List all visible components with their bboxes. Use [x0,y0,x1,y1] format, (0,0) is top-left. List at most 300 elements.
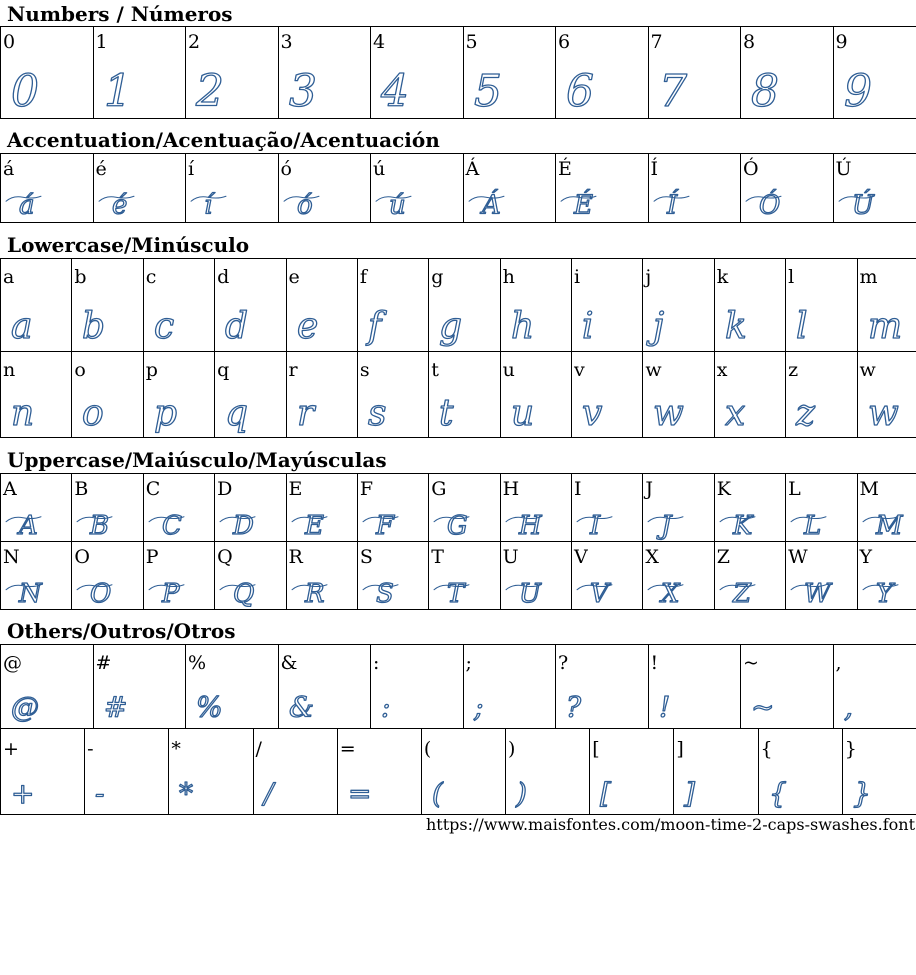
character-label: l [788,266,795,288]
svg-text:Í: Í [666,190,677,221]
glyph-cell [93,645,186,729]
font-sample-glyph [506,729,589,814]
svg-text:N: N [19,578,42,609]
character-label: A [3,478,17,500]
character-label: ! [650,652,659,674]
character-label: * [171,738,181,760]
svg-text:g: g [439,306,463,348]
glyph-cell [429,474,500,542]
glyph-cell [371,154,464,223]
svg-text:-: - [95,776,105,810]
character-label: Á [465,158,480,180]
glyph-cell [286,259,357,352]
svg-text:Ú: Ú [851,190,874,221]
glyph-cell [72,474,143,542]
character-label: X [645,546,659,568]
glyph-cell [842,729,916,815]
font-sample-glyph [643,259,713,351]
glyph-cell [143,474,214,542]
svg-text:S: S [375,578,394,609]
glyph-cell [93,154,186,223]
svg-text:M: M [875,510,903,541]
svg-text:l: l [796,306,808,348]
glyph-cell [857,474,916,542]
glyph-cell [506,729,590,815]
svg-text:Y: Y [875,578,893,609]
svg-text:V: V [590,578,609,609]
glyph-cell [648,27,741,119]
glyph-row [1,729,916,815]
glyph-cell [857,352,916,438]
character-label: B [74,478,89,500]
glyph-cell [1,729,85,815]
glyph-cell [169,729,253,815]
svg-text:h: h [510,306,534,348]
svg-text:@: @ [11,690,39,724]
character-label: 8 [743,31,756,53]
glyph-cell [648,154,741,223]
svg-text:1: 1 [103,66,132,118]
glyph-cell [741,645,834,729]
character-label: d [217,266,230,288]
character-label: , [835,652,842,674]
font-sample-glyph [464,645,556,728]
glyph-cell [215,259,286,352]
svg-text:?: ? [566,690,582,724]
glyph-row [1,259,916,352]
character-label: 2 [188,31,201,53]
glyph-cell [463,154,556,223]
glyph-cell [556,27,649,119]
svg-text:ó: ó [296,190,313,221]
glyph-cell [72,259,143,352]
character-label: N [3,546,20,568]
character-label: ? [558,652,569,674]
glyph-cell [643,474,714,542]
svg-text:#: # [103,690,127,724]
character-label: w [859,359,876,381]
svg-text:5: 5 [473,66,502,118]
character-label: Q [217,546,233,568]
font-sample-glyph [649,645,741,728]
character-label: C [145,478,161,500]
font-sample-glyph [254,729,337,814]
glyph-cell [556,154,649,223]
svg-text:w: w [867,393,899,435]
svg-text:á: á [19,190,35,221]
svg-text:k: k [724,306,747,348]
character-label: ] [676,738,684,760]
character-label: 0 [3,31,16,53]
svg-text:B: B [90,510,110,541]
glyph-table [0,153,916,223]
svg-text:R: R [304,578,325,609]
font-sample-glyph [1,154,93,222]
character-label: r [288,359,298,381]
svg-text:b: b [82,306,106,348]
svg-text:d: d [225,306,249,348]
svg-text:n: n [11,393,35,435]
character-label: ó [280,158,292,180]
glyph-cell [357,542,428,610]
font-sample-glyph [643,474,713,541]
character-label: ( [423,738,432,760]
character-label: 9 [835,31,848,53]
svg-text:v: v [582,393,603,435]
character-label: M [859,478,879,500]
character-label: h [502,266,515,288]
character-label: % [188,652,207,674]
glyph-cell [85,729,169,815]
glyph-cell [143,542,214,610]
character-label: ) [508,738,516,760]
svg-text:!: ! [658,690,670,724]
character-label: j [645,266,652,288]
character-label: n [3,359,16,381]
character-label: w [645,359,662,381]
glyph-cell [337,729,421,815]
glyph-cell [758,729,842,815]
character-label: E [288,478,303,500]
glyph-cell [429,259,500,352]
glyph-cell [857,259,916,352]
character-label: p [145,359,158,381]
font-sample-glyph [572,474,642,541]
svg-text:8: 8 [751,66,779,118]
glyph-cell [186,645,279,729]
svg-text:D: D [233,510,254,541]
character-label: b [74,266,87,288]
glyph-cell [253,729,337,815]
svg-text:Q: Q [233,578,255,609]
character-label: / [255,738,262,760]
svg-text:,: , [843,690,853,724]
glyph-cell [215,542,286,610]
section-title: Lowercase/Minúsculo [7,233,250,257]
svg-text:r: r [296,393,314,435]
source-url[interactable]: https://www.maisfontes.com/moon-time-2-caps-swashes.font [425,815,915,834]
character-label: # [95,652,112,674]
svg-text:~: ~ [751,690,775,724]
svg-text:F: F [375,510,394,541]
glyph-row [1,352,916,438]
character-label: W [788,546,808,568]
svg-text:A: A [19,510,38,541]
font-sample-glyph [429,352,499,437]
svg-text:Z: Z [732,578,751,609]
character-label: + [3,738,19,760]
glyph-cell [572,474,643,542]
character-label: F [359,478,374,500]
glyph-row [1,27,916,119]
character-label: ú [373,158,386,180]
glyph-cell [500,352,571,438]
glyph-row [1,154,916,223]
font-sample-glyph [422,729,505,814]
character-label: c [145,266,157,288]
character-label: a [3,266,15,288]
svg-text:(: ( [431,776,443,810]
glyph-cell [421,729,505,815]
character-label: q [217,359,230,381]
glyph-cell [93,27,186,119]
svg-text:9: 9 [843,66,872,118]
glyph-cell [1,27,94,119]
svg-text:i: i [582,306,594,348]
character-label: á [3,158,15,180]
glyph-cell [371,27,464,119]
glyph-cell [590,729,674,815]
glyph-cell [714,542,785,610]
character-label: D [217,478,233,500]
character-label: 1 [95,31,108,53]
svg-text:É: É [574,190,593,221]
section-title: Others/Outros/Otros [7,619,236,643]
font-sample-glyph [186,154,278,222]
glyph-cell [72,542,143,610]
character-label: É [558,158,572,180]
glyph-cell [278,645,371,729]
svg-text:s: s [367,393,387,435]
svg-text:}: } [852,776,871,810]
glyph-cell [1,259,72,352]
glyph-table [0,26,916,119]
font-sample-glyph [279,154,371,222]
svg-text:x: x [724,393,746,435]
glyph-cell [786,474,857,542]
glyph-cell [286,474,357,542]
glyph-cell [1,352,72,438]
svg-text:a: a [11,306,33,348]
character-label: 7 [650,31,663,53]
glyph-cell [714,474,785,542]
character-label: z [788,359,799,381]
character-label: i [574,266,581,288]
svg-text:H: H [518,510,542,541]
glyph-cell [643,259,714,352]
svg-text:j: j [653,306,665,348]
glyph-row [1,474,916,542]
font-sample-glyph [94,154,186,222]
svg-text:6: 6 [566,66,594,118]
glyph-cell [278,154,371,223]
font-sample-glyph [590,729,673,814]
glyph-cell [357,352,428,438]
character-label: 4 [373,31,386,53]
glyph-table [0,258,916,438]
font-sample-glyph [169,729,252,814]
character-label: f [359,266,367,288]
svg-text:T: T [447,578,465,609]
character-label: 5 [465,31,478,53]
svg-text:Ó: Ó [759,190,781,221]
svg-text:e: e [296,306,318,348]
glyph-cell [786,352,857,438]
character-label: K [716,478,731,500]
glyph-cell [556,645,649,729]
character-label: 3 [280,31,293,53]
glyph-cell [572,259,643,352]
glyph-table [0,728,916,815]
glyph-cell [500,259,571,352]
svg-text:+: + [11,776,35,810]
svg-text:m: m [867,306,902,348]
svg-text:*: * [179,776,194,810]
glyph-cell [786,542,857,610]
glyph-cell [215,474,286,542]
character-label: { [760,738,773,760]
character-label: S [359,546,373,568]
svg-text:=: = [347,776,372,810]
character-label: s [359,359,370,381]
character-label: @ [3,652,22,674]
svg-text:%: % [196,690,223,724]
character-label: o [74,359,86,381]
character-label: k [716,266,729,288]
glyph-cell [714,259,785,352]
glyph-cell [1,154,94,223]
glyph-cell [674,729,758,815]
svg-text:P: P [161,578,180,609]
character-label: e [288,266,300,288]
svg-text::: : [381,690,391,724]
glyph-cell [143,259,214,352]
glyph-cell [286,352,357,438]
character-label: I [574,478,582,500]
svg-text:o: o [82,393,105,435]
svg-text:2: 2 [196,66,224,118]
svg-text:f: f [367,306,382,348]
character-label: v [574,359,585,381]
character-label: T [431,546,444,568]
character-label: R [288,546,303,568]
svg-text:L: L [804,510,822,541]
glyph-table [0,473,916,610]
character-label: x [716,359,728,381]
svg-text:w: w [653,393,685,435]
svg-text:/: / [263,776,273,810]
svg-text:U: U [518,578,541,609]
svg-text:J: J [661,510,672,541]
font-sample-glyph [371,645,463,728]
glyph-cell [215,352,286,438]
character-label: & [280,652,298,674]
svg-text:X: X [661,578,680,609]
svg-text:í: í [204,190,213,221]
font-sample-glyph [674,729,757,814]
character-label: U [502,546,519,568]
svg-text:G: G [447,510,469,541]
section-title: Accentuation/Acentuação/Acentuación [7,128,440,152]
character-label: V [574,546,588,568]
character-label: Ú [835,158,852,180]
glyph-cell [572,542,643,610]
character-label: H [502,478,520,500]
svg-text:7: 7 [658,66,687,118]
glyph-cell [429,352,500,438]
section-title: Uppercase/Maiúsculo/Mayúsculas [7,448,387,472]
glyph-cell [429,542,500,610]
svg-text:O: O [90,578,112,609]
character-label: Z [716,546,730,568]
glyph-cell [186,154,279,223]
character-label: g [431,266,444,288]
svg-text:]: ] [684,776,696,810]
character-label: G [431,478,447,500]
glyph-cell [286,542,357,610]
character-label: Ó [743,158,759,180]
svg-text:z: z [796,393,816,435]
svg-text:é: é [111,190,127,221]
svg-text:u: u [510,393,534,435]
svg-text:3: 3 [288,66,317,118]
svg-text:C: C [161,510,182,541]
character-label: [ [592,738,600,760]
character-label: 6 [558,31,571,53]
font-sample-glyph [786,259,856,351]
glyph-cell [357,474,428,542]
glyph-row [1,542,916,610]
glyph-cell [572,352,643,438]
glyph-cell [463,645,556,729]
character-label: - [87,738,94,760]
character-label: P [145,546,159,568]
glyph-row [1,645,916,729]
glyph-cell [1,474,72,542]
glyph-cell [833,645,916,729]
glyph-cell [786,259,857,352]
glyph-cell [500,542,571,610]
glyph-cell [648,645,741,729]
font-sample-glyph [358,259,428,351]
svg-text:I: I [590,510,601,541]
glyph-table [0,644,916,729]
svg-text:4: 4 [381,66,409,118]
glyph-cell [833,27,916,119]
glyph-cell [463,27,556,119]
character-label: ~ [743,652,759,674]
svg-text:K: K [732,510,753,541]
glyph-cell [643,352,714,438]
glyph-cell [278,27,371,119]
character-label: } [844,738,857,760]
character-label: u [502,359,515,381]
glyph-cell [371,645,464,729]
glyph-cell [857,542,916,610]
glyph-cell [741,27,834,119]
glyph-cell [357,259,428,352]
glyph-cell [741,154,834,223]
glyph-cell [714,352,785,438]
font-sample-glyph [85,729,168,814]
glyph-cell [72,352,143,438]
svg-text:E: E [304,510,324,541]
svg-text:q: q [225,393,249,435]
glyph-cell [1,645,94,729]
svg-text:ú: ú [389,190,406,221]
glyph-cell [833,154,916,223]
font-sample-glyph [834,645,916,728]
character-label: m [859,266,878,288]
svg-text:t: t [439,393,454,435]
section-title: Numbers / Números [7,2,233,26]
character-label: O [74,546,90,568]
character-label: é [95,158,107,180]
glyph-cell [1,542,72,610]
character-label: L [788,478,801,500]
character-label: : [373,652,380,674]
character-label: í [188,158,195,180]
